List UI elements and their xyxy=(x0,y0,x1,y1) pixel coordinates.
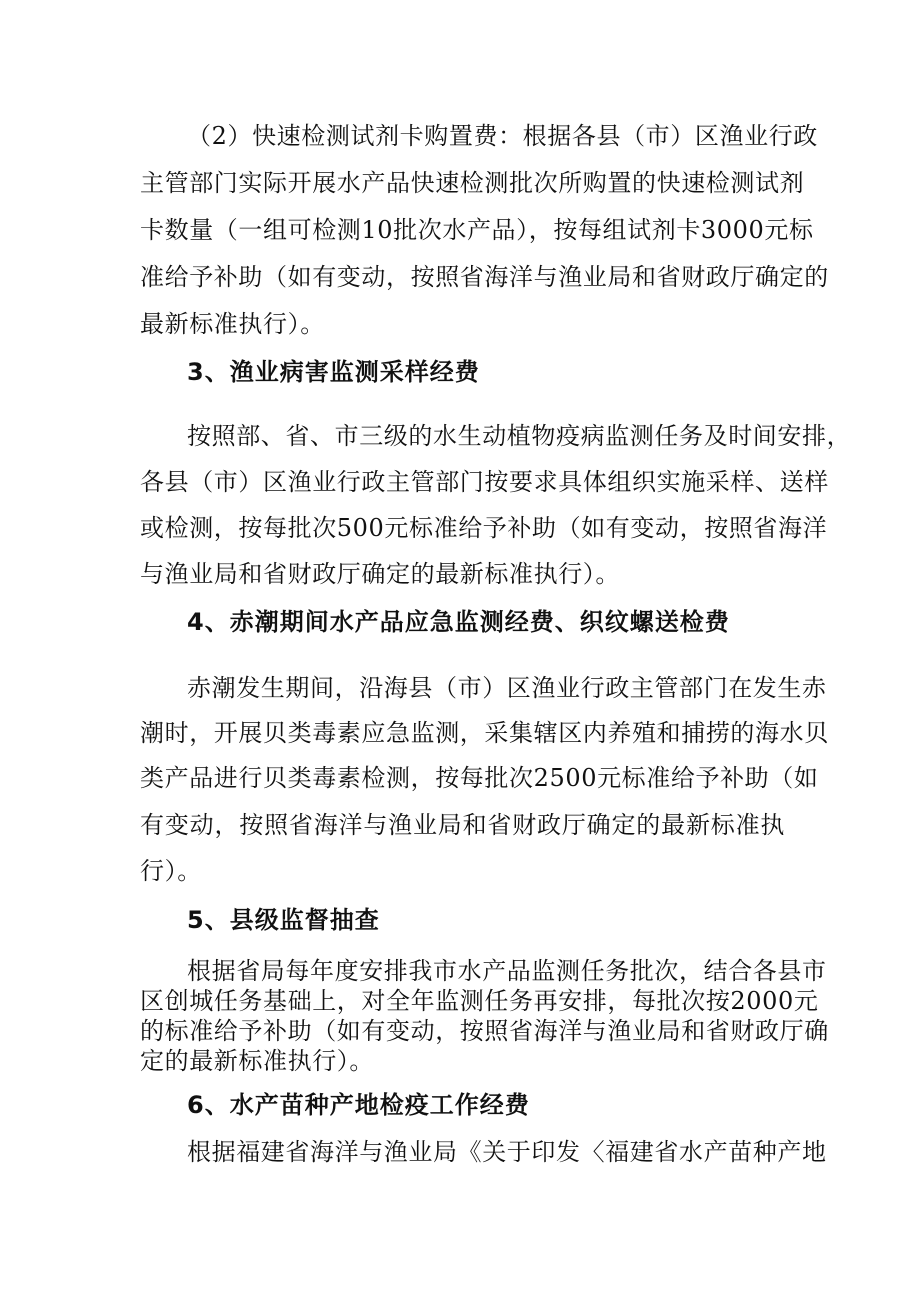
paragraph-4-line-5: 行）。 xyxy=(140,857,202,885)
paragraph-3-line-4: 与渔业局和省财政厅确定的最新标准执行）。 xyxy=(140,560,620,588)
paragraph-2-line-5: 最新标准执行）。 xyxy=(140,310,325,338)
paragraph-5-line-3: 的标准给予补助（如有变动，按照省海洋与渔业局和省财政厅确 xyxy=(140,1017,829,1045)
paragraph-4-line-1: 赤潮发生期间，沿海县（市）区渔业行政主管部门在发生赤 xyxy=(187,674,827,702)
section-heading-5: 5、县级监督抽查 xyxy=(187,906,380,934)
paragraph-2-line-4: 准给予补助（如有变动，按照省海洋与渔业局和省财政厅确定的 xyxy=(140,263,829,291)
paragraph-6-line-1: 根据福建省海洋与渔业局《关于印发〈福建省水产苗种产地 xyxy=(187,1138,827,1166)
paragraph-5-line-1: 根据省局每年度安排我市水产品监测任务批次，结合各县市 xyxy=(187,957,827,985)
paragraph-3-line-2: 各县（市）区渔业行政主管部门按要求具体组织实施采样、送样 xyxy=(140,468,829,496)
paragraph-5-line-2: 区创城任务基础上，对全年监测任务再安排，每批次按2000元 xyxy=(140,987,819,1015)
paragraph-2-line-1: （2）快速检测试剂卡购置费：根据各县（市）区渔业行政 xyxy=(187,122,818,150)
section-heading-3: 3、渔业病害监测采样经费 xyxy=(187,358,480,386)
section-heading-4: 4、赤潮期间水产品应急监测经费、织纹螺送检费 xyxy=(187,608,730,636)
paragraph-2-line-3: 卡数量（一组可检测10批次水产品），按每组试剂卡3000元标 xyxy=(140,216,814,244)
paragraph-3-line-1: 按照部、省、市三级的水生动植物疫病监测任务及时间安排， xyxy=(187,422,852,450)
paragraph-3-line-3: 或检测，按每批次500元标准给予补助（如有变动，按照省海洋 xyxy=(140,514,828,542)
paragraph-4-line-4: 有变动，按照省海洋与渔业局和省财政厅确定的最新标准执 xyxy=(140,811,785,839)
paragraph-4-line-3: 类产品进行贝类毒素检测，按每批次2500元标准给予补助（如 xyxy=(140,764,819,792)
paragraph-5-line-4: 定的最新标准执行）。 xyxy=(140,1047,374,1075)
paragraph-4-line-2: 潮时，开展贝类毒素应急监测，采集辖区内养殖和捕捞的海水贝 xyxy=(140,719,829,747)
section-heading-6: 6、水产苗种产地检疫工作经费 xyxy=(187,1091,530,1119)
paragraph-2-line-2: 主管部门实际开展水产品快速检测批次所购置的快速检测试剂 xyxy=(140,169,805,197)
